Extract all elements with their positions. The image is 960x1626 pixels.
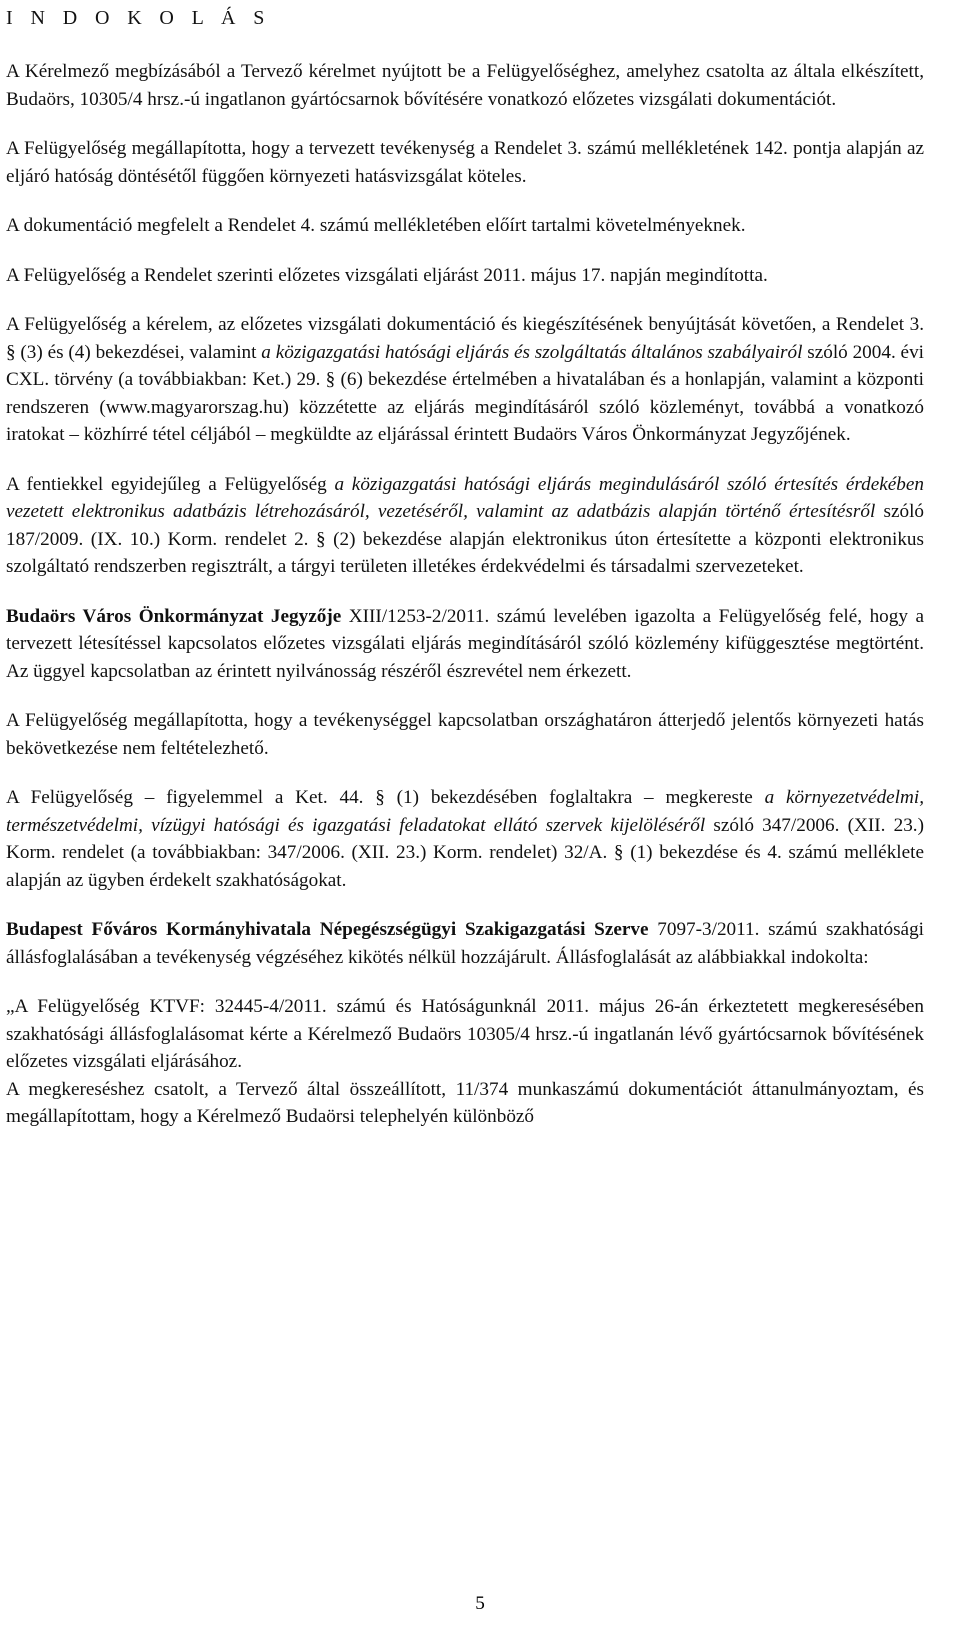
paragraph-12: A megkereséshez csatolt, a Tervező által összeállított, 11/374 munkaszámú dokumentációt áttanulmányoztam, és megállapítottam, hogy a Kérelmező Budaörsi telephelyén különböző [6,1078,924,1127]
paragraph-5 [6,311,924,449]
paragraph-5-text-c: szóló 2004. évi CXL. törvény (a továbbiakban: Ket.) 29. § (6) bekezdése értelmében a hivatalában és a honlapján, valamint a központi rendszeren (www.magyarorszag.hu) közzétette az eljárás megindításáról szóló közleményt, továbbá a vonatkozó iratokat – közhírré tétel céljából – megküldte az eljárással érintett Budaörs Város Önkormányzat Jegyzőjének. [6,341,924,445]
paragraph-11: „A Felügyelőség KTVF: 32445-4/2011. számú és Hatóságunknál 2011. május 26-án érkeztetett megkeresésében szakhatósági állásfoglalásomat kérte a Kérelmező Budaörs 10305/4 hrsz.-ú ingatlanán lévő gyártócsarnok bővítésének előzetes vizsgálati eljárásához. [6,996,924,1072]
page-number: 5 [475,1593,485,1614]
paragraph-6-text-a: A fentiekkel egyidejűleg a Felügyelőség [6,473,335,495]
paragraph-1: A Kérelmező megbízásából a Tervező kérelmet nyújtott be a Felügyelőséghez, amelyhez csatolta az általa elkészített, Budaörs, 10305/4 hrsz.-ú ingatlanon gyártócsarnok bővítésére vonatkozó előzetes vizsgálati dokumentációt. [6,61,924,110]
paragraph-10 [6,916,924,971]
paragraph-5-text-a: A Felügyelőség a kérelem, az előzetes vizsgálati dokumentáció és kiegészítésének benyújtását követően, a Rendelet 3. § (3) és (4) bekezdései, valamint [6,314,924,363]
paragraph-9-italic: a környezetvédelmi, természetvédelmi, vízügyi hatósági és igazgatási feladatokat ellátó szervek kijelöléséről [6,787,924,836]
paragraph-9-text-c: szóló 347/2006. (XII. 23.) Korm. rendelet (a továbbiakban: 347/2006. (XII. 23.) Korm. rendelet) 32/A. § (1) bekezdése és 4. számú melléklete alapján az ügyben érdekelt szakhatóságokat. [6,814,924,891]
paragraph-9 [6,784,924,894]
document-title: I N D O K O L Á S [6,7,271,29]
paragraph-6-text-c: szóló 187/2009. (IX. 10.) Korm. rendelet 2. § (2) bekezdése alapján elektronikus úton értesítette a központi elektronikus szolgáltató rendszerben regisztrált, a tárgyi területen illetékes érdekvédelmi és társadalmi szervezeteket. [6,501,924,577]
paragraph-7 [6,603,924,686]
paragraph-5-italic: a közigazgatási hatósági eljárás és szolgáltatás általános szabályairól [261,341,803,363]
paragraph-6-italic: a közigazgatási hatósági eljárás megindulásáról szóló értesítés érdekében vezetett elektronikus adatbázis létrehozásáról, vezetéséről, valamint az adatbázis alapján történő értesítésről [6,473,924,522]
paragraph-7-rest: XIII/1253-2/2011. számú levelében igazolta a Felügyelőség felé, hogy a tervezett létesítéssel kapcsolatos előzetes vizsgálati eljárás megindításáról szóló közlemény kifüggesztése megtörtént. Az üggyel kapcsolatban az érintett nyilvánosság részéről észrevétel nem érkezett. [6,605,924,682]
paragraph-4: A Felügyelőség a Rendelet szerinti előzetes vizsgálati eljárást 2011. május 17. napján megindította. [6,264,768,286]
paragraph-10-bold: Budapest Főváros Kormányhivatala Népegészségügyi Szakigazgatási Szerve [6,919,649,940]
paragraph-6 [6,471,924,581]
paragraph-9-text-a: A Felügyelőség – figyelemmel a Ket. 44. § (1) bekezdésében foglaltakra – megkereste [6,787,765,808]
paragraph-8: A Felügyelőség megállapította, hogy a tevékenységgel kapcsolatban országhatáron átterjedő jelentős környezeti hatás bekövetkezése nem feltételezhető. [6,710,924,759]
document-page [6,0,924,1131]
paragraph-7-bold: Budaörs Város Önkormányzat Jegyzője [6,605,342,627]
paragraph-10-rest: 7097-3/2011. számú szakhatósági állásfoglalásában a tevékenység végzéséhez kikötés nélkül hozzájárult. Állásfoglalását az alábbiakkal indokolta: [6,919,924,968]
paragraph-2: A Felügyelőség megállapította, hogy a tervezett tevékenység a Rendelet 3. számú mellékletének 142. pontja alapján az eljáró hatóság döntésétől függően környezeti hatásvizsgálat köteles. [6,138,924,187]
paragraph-3: A dokumentáció megfelelt a Rendelet 4. számú mellékletében előírt tartalmi követelményeknek. [6,215,746,236]
